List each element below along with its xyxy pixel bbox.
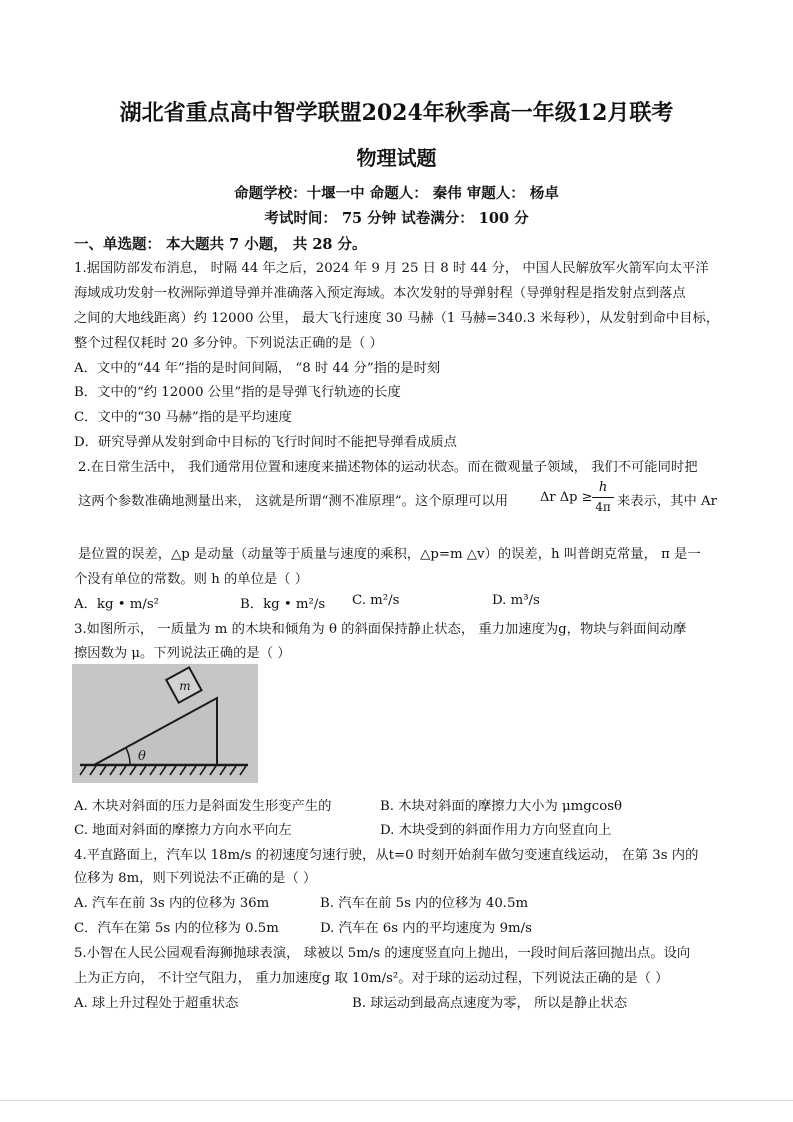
angle-label: θ bbox=[138, 749, 146, 764]
q5-option-b: B. 球运动到最高点速度为零， 所以是静止状态 bbox=[352, 996, 628, 1011]
subject-title: 物理试题 bbox=[356, 146, 437, 170]
q4-option-b: B. 汽车在前 5s 内的位移为 40.5m bbox=[320, 896, 529, 911]
q3-option-d: D. 木块受到的斜面作用力方向竖直向上 bbox=[380, 823, 612, 838]
q2-line-4: 个没有单位的常数。则 h 的单位是（ ） bbox=[74, 572, 308, 587]
q4-option-d: D. 汽车在 6s 内的平均速度为 9m/s bbox=[320, 921, 532, 936]
formula-denominator: 4π bbox=[595, 500, 611, 514]
formula-lhs: Δr Δp ≥ bbox=[540, 490, 593, 505]
formula-fraction bbox=[592, 480, 614, 515]
section-heading: 一、单选题： 本大题共 7 小题， 共 28 分。 bbox=[74, 236, 367, 253]
q1-option-b: B．文中的“约 12000 公里”指的是导弹飞行轨迹的长度 bbox=[74, 385, 401, 400]
q2-line-2: 这两个参数准确地测量出来， 这就是所谓“测不准原理”。这个原理可以用 bbox=[78, 494, 509, 509]
q4-option-a: A. 汽车在前 3s 内的位移为 36m bbox=[74, 896, 270, 911]
formula-numerator: h bbox=[598, 480, 608, 495]
q2-option-d: D. m³/s bbox=[492, 593, 540, 608]
q2-line-2-tail: 来表示，其中 Ar bbox=[617, 494, 717, 509]
q2-line-3: 是位置的误差，△p 是动量（动量等于质量与速度的乘积，△p=m △v）的误差，h 叫普朗克常量， π 是一 bbox=[78, 547, 701, 562]
q1-line-4: 整个过程仅耗时 20 多分钟。下列说法正确的是（ ） bbox=[74, 336, 383, 351]
q1-option-c: C．文中的“30 马赫”指的是平均速度 bbox=[74, 410, 292, 425]
page-bottom-divider bbox=[0, 1100, 793, 1101]
q2-line-1: 2.在日常生活中， 我们通常用位置和速度来描述物体的运动状态。而在微观量子领域， 我们不可能同时把 bbox=[78, 460, 698, 475]
q3-option-b: B. 木块对斜面的摩擦力大小为 μmgcosθ bbox=[380, 799, 623, 814]
exam-info-line: 考试时间： 75 分钟 试卷满分： 100 分 bbox=[264, 210, 529, 227]
q3-option-c: C. 地面对斜面的摩擦力方向水平向左 bbox=[74, 823, 292, 838]
q1-option-d: D．研究导弹从发射到命中目标的飞行时间时不能把导弹看成质点 bbox=[74, 435, 457, 450]
q4-line-1: 4.平直路面上，汽车以 18m/s 的初速度匀速行驶，从t=0 时刻开始刹车做匀变速直线运动， 在第 3s 内的 bbox=[74, 848, 699, 863]
q3-line-2: 擦因数为 μ。下列说法正确的是（ ） bbox=[74, 646, 291, 661]
q3-line-1: 3.如图所示， 一质量为 m 的木块和倾角为 θ 的斜面保持静止状态， 重力加速度为g，物块与斜面间动摩 bbox=[74, 622, 687, 637]
incline-figure bbox=[72, 664, 258, 783]
exam-title: 湖北省重点高中智学联盟2024年秋季高一年级12月联考 bbox=[119, 100, 674, 126]
q1-option-a: A．文中的“44 年”指的是时间间隔， “8 时 44 分”指的是时刻 bbox=[74, 361, 441, 376]
uncertainty-formula bbox=[540, 480, 612, 520]
q2-option-c: C. m²/s bbox=[352, 593, 400, 608]
mass-label: m bbox=[179, 679, 191, 693]
q4-option-c: C．汽车在第 5s 内的位移为 0.5m bbox=[74, 921, 279, 936]
authors-line: 命题学校：十堰一中 命题人： 秦伟 审题人： 杨卓 bbox=[234, 185, 559, 202]
incline-diagram bbox=[72, 664, 258, 783]
q2-option-a: A．kg • m/s² bbox=[74, 597, 160, 612]
q4-line-2: 位移为 8m，则下列说法不正确的是（ ） bbox=[74, 871, 317, 886]
q5-line-1: 5.小智在人民公园观看海狮抛球表演， 球被以 5m/s 的速度竖直向上抛出，一段时间后落回抛出点。设向 bbox=[74, 946, 691, 961]
fraction-bar bbox=[592, 497, 614, 498]
q1-line-2: 海域成功发射一枚洲际弹道导弹并准确落入预定海域。本次发射的导弹射程（导弹射程是指发射点到落点 bbox=[74, 286, 686, 301]
q1-line-1: 1.据国防部发布消息， 时隔 44 年之后，2024 年 9 月 25 日 8 时 44 分， 中国人民解放军火箭军向太平洋 bbox=[74, 261, 709, 276]
q3-option-a: A. 木块对斜面的压力是斜面发生形变产生的 bbox=[74, 799, 332, 814]
q5-option-a: A. 球上升过程处于超重状态 bbox=[74, 996, 239, 1011]
q5-line-2: 上为正方向， 不计空气阻力， 重力加速度g 取 10m/s²。对于球的运动过程，下列说法正确的是（ ） bbox=[74, 971, 669, 986]
q1-line-3: 之间的大地线距离）约 12000 公里， 最大飞行速度 30 马赫（1 马赫=340.3 米每秒），从发射到命中目标， bbox=[74, 311, 720, 326]
q2-option-b: B．kg • m²/s bbox=[240, 597, 326, 612]
